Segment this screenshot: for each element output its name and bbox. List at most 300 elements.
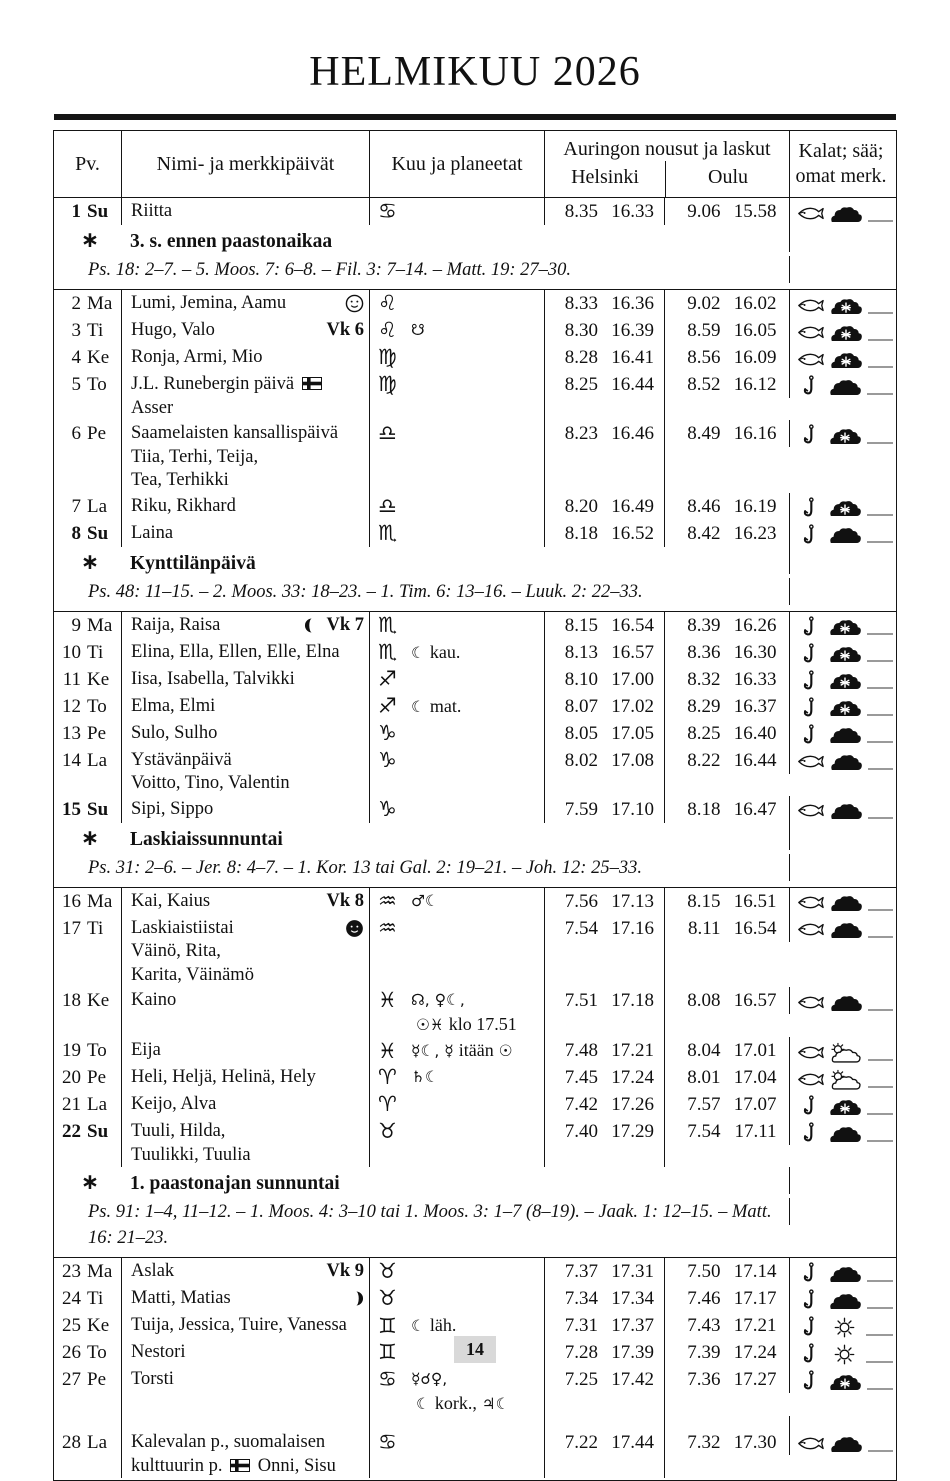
scripture-references: Ps. 18: 2–7. – 5. Moos. 7: 6–8. – Fil. 3: 7–14. – Matt. 19: 27–30. — [88, 260, 572, 280]
day-number: 8 — [71, 522, 81, 544]
oulu-times — [664, 987, 789, 1037]
fishhook-icon — [797, 1262, 823, 1284]
oulu-times — [664, 720, 789, 747]
note-text: ☉ — [493, 1042, 513, 1060]
date-cell — [54, 290, 121, 317]
fishhook-icon — [797, 524, 823, 546]
header-notes — [789, 131, 892, 197]
own-marks-line — [868, 1044, 893, 1061]
sun-icon — [828, 1317, 862, 1338]
oulu-times — [664, 1258, 789, 1285]
sunrise-time: 7.46 — [687, 1288, 721, 1309]
name-day-text: Elma, Elmi — [131, 695, 216, 716]
notes-cell — [789, 747, 893, 774]
sun-cloud-icon — [829, 1069, 863, 1090]
feast-title: 3. s. ennen paastonaikaa — [130, 231, 333, 252]
zodiac-taurus-icon: ♉ — [378, 1259, 397, 1283]
zodiac-gemini-icon: ♊ — [378, 1313, 397, 1338]
sunrise-time: 7.25 — [564, 1369, 598, 1390]
sunset-time: 16.54 — [611, 614, 654, 636]
own-marks-line — [868, 994, 893, 1011]
sunset-time: 17.21 — [733, 1315, 777, 1336]
notes-cell — [789, 317, 893, 344]
planet-note — [411, 989, 465, 1013]
sun-cloud-icon — [829, 1042, 863, 1063]
own-marks-line — [867, 1125, 893, 1142]
day-number: 13 — [62, 722, 81, 744]
name-day-text: Laina — [131, 522, 174, 543]
sunrise-time: 8.23 — [564, 423, 598, 444]
sunset-time: 17.14 — [733, 1261, 777, 1282]
name-line — [131, 373, 366, 397]
helsinki-times — [544, 1064, 664, 1091]
name-day-text: Kai, Kaius — [131, 890, 211, 911]
sunset-time: 16.05 — [733, 320, 777, 341]
names-cell — [121, 666, 369, 693]
moon-cell — [369, 1091, 544, 1118]
cloud-icon — [829, 1434, 863, 1453]
sunrise-time: 8.28 — [564, 347, 598, 368]
fishhook-icon — [797, 424, 823, 446]
sunrise-time: 7.39 — [687, 1342, 721, 1363]
helsinki-times — [544, 612, 664, 639]
sunrise-time: 8.15 — [687, 890, 721, 912]
planet-note — [411, 1314, 456, 1339]
date-cell — [54, 1366, 121, 1416]
own-marks-line — [868, 1071, 893, 1088]
weekday-abbrev: To — [87, 1342, 107, 1363]
note-text: ☋ — [411, 321, 425, 339]
zodiac-capricorn-icon: ♑ — [378, 796, 397, 821]
own-marks-line — [867, 726, 893, 743]
day-number: 17 — [62, 917, 81, 939]
sunset-time: 17.04 — [733, 1067, 777, 1088]
moon-cell — [369, 290, 544, 317]
planet-note — [411, 641, 460, 666]
sunset-time: 16.57 — [733, 990, 777, 1011]
date-cell — [54, 1285, 121, 1312]
notes-cell-empty — [789, 578, 893, 605]
note-text: läh. — [429, 1315, 457, 1335]
day-number: 12 — [62, 695, 81, 717]
header-notes-line2: omat merk. — [795, 165, 887, 187]
week-number: Vk 8 — [326, 890, 364, 911]
sunset-time: 17.42 — [611, 1369, 654, 1390]
names-cell — [121, 888, 369, 915]
weekday-abbrev: La — [87, 1094, 108, 1115]
name-day-text: Aslak — [131, 1261, 175, 1281]
sunrise-time: 8.42 — [687, 522, 721, 544]
helsinki-times — [544, 1118, 664, 1167]
feast-cell — [54, 823, 789, 854]
note-text: ☿☌♀, — [411, 1370, 448, 1388]
helsinki-times — [544, 987, 664, 1037]
sunset-time: 16.33 — [733, 668, 777, 690]
names-cell — [121, 198, 369, 225]
note-text: ☾ — [411, 643, 430, 662]
weekday-abbrev: To — [87, 695, 107, 717]
names-cell — [121, 747, 369, 796]
moon-cell — [369, 666, 544, 693]
names-cell — [121, 915, 369, 988]
sunrise-time: 9.06 — [687, 201, 721, 222]
cloud-icon — [828, 725, 862, 744]
sunset-time: 16.30 — [733, 641, 777, 663]
names-cell — [121, 520, 369, 547]
sunrise-time: 7.32 — [687, 1432, 721, 1453]
oulu-times — [664, 693, 789, 720]
sunrise-time: 8.46 — [687, 495, 721, 517]
sunrise-time: 7.50 — [687, 1261, 721, 1282]
weekday-abbrev: Ma — [87, 890, 113, 912]
sunrise-time: 9.02 — [687, 293, 721, 314]
sunset-time: 15.58 — [733, 201, 777, 222]
snow-cloud-icon — [828, 1372, 862, 1391]
sunrise-time: 8.30 — [564, 320, 598, 341]
weekday-abbrev: Su — [87, 522, 109, 544]
sunset-time: 17.30 — [733, 1432, 777, 1453]
notes-cell — [789, 1118, 893, 1145]
sunset-time: 17.29 — [611, 1121, 654, 1142]
name-line — [131, 695, 366, 719]
names-cell — [121, 1366, 369, 1416]
helsinki-times — [544, 639, 664, 666]
name-day-text: Laskiaistiistai — [131, 917, 234, 938]
sunrise-time: 8.11 — [687, 917, 721, 939]
row-marker — [304, 614, 364, 638]
name-day-text: Ronja, Armi, Mio — [131, 347, 263, 367]
notes-cell — [789, 612, 893, 639]
moon-cell — [369, 915, 544, 988]
fishhook-icon — [797, 1095, 823, 1117]
names-cell — [121, 290, 369, 317]
weekday-abbrev: Pe — [87, 1067, 106, 1088]
weekday-abbrev: Ke — [87, 668, 110, 690]
notes-cell — [789, 666, 893, 693]
sunrise-time: 8.25 — [687, 722, 721, 744]
zodiac-cancer-icon: ♋ — [378, 1367, 397, 1391]
zodiac-libra-icon: ♎ — [378, 421, 397, 445]
fish-icon — [797, 352, 824, 367]
helsinki-times — [544, 493, 664, 520]
moon-line — [378, 1368, 543, 1392]
sunrise-time: 7.59 — [564, 798, 598, 820]
notes-cell — [789, 720, 893, 747]
day-number: 24 — [62, 1288, 81, 1309]
oulu-times — [664, 1312, 789, 1339]
weekday-abbrev: Pe — [87, 1369, 106, 1390]
name-day-text: Nestori — [131, 1342, 186, 1362]
note-text: ☿☾, ☿ — [411, 1042, 459, 1060]
name-day-text: Asser — [131, 397, 174, 418]
moon-line — [378, 1120, 543, 1144]
fish-icon — [797, 298, 824, 313]
zodiac-capricorn-icon: ♑ — [378, 747, 397, 772]
notes-cell — [789, 1339, 893, 1366]
sunrise-time: 8.56 — [687, 347, 721, 368]
moon-line — [378, 522, 543, 546]
oulu-times — [664, 1091, 789, 1118]
sunrise-time: 7.54 — [564, 917, 598, 939]
sunrise-time: 8.22 — [687, 749, 721, 771]
snow-cloud-icon — [828, 617, 862, 636]
notes-cell — [789, 1416, 893, 1455]
own-marks-line — [867, 618, 893, 635]
sunrise-time: 7.37 — [564, 1261, 598, 1282]
moon-cell — [369, 1416, 544, 1478]
name-day-text: Heli, Heljä, Helinä, Hely — [131, 1067, 316, 1087]
zodiac-cancer-icon: ♋ — [378, 1430, 397, 1454]
notes-cell — [789, 639, 893, 666]
notes-cell — [789, 371, 893, 398]
own-marks-line — [868, 297, 893, 314]
sunset-time: 16.19 — [733, 495, 777, 517]
notes-cell — [789, 344, 893, 371]
fish-icon — [797, 922, 824, 937]
planet-note-2 — [378, 1392, 510, 1413]
weekday-abbrev: Ma — [87, 614, 113, 636]
header-helsinki: Helsinki — [571, 165, 639, 188]
helsinki-times — [544, 1366, 664, 1416]
sunrise-time: 8.20 — [564, 495, 598, 517]
sunrise-time: 7.42 — [564, 1094, 598, 1115]
moon-line — [378, 1287, 543, 1311]
sunrise-time: 8.29 — [687, 695, 721, 717]
name-day-text: Karita, Väinämö — [131, 964, 254, 985]
sunrise-time: 7.54 — [687, 1121, 721, 1142]
sunset-time: 17.24 — [611, 1067, 654, 1088]
sunset-time: 17.00 — [611, 668, 654, 690]
name-line — [131, 1287, 366, 1311]
helsinki-times — [544, 420, 664, 493]
own-marks-line — [867, 645, 893, 662]
sunset-time: 16.12 — [733, 374, 777, 395]
sunset-time: 16.26 — [733, 614, 777, 636]
planet-note-2 — [378, 1013, 517, 1034]
week-section-1 — [54, 198, 896, 289]
weekday-abbrev: La — [87, 1432, 108, 1453]
weekday-abbrev: Ma — [87, 293, 113, 314]
name-day-text: Iisa, Isabella, Talvikki — [131, 668, 295, 689]
almanac-body — [54, 198, 896, 1480]
note-text: ☾ — [411, 1317, 430, 1335]
sunrise-time: 7.31 — [564, 1315, 598, 1336]
name-day-text: Saamelaisten kansallispäivä — [131, 423, 339, 443]
note-text: kork., — [434, 1392, 477, 1413]
moon-line — [378, 1314, 543, 1339]
oulu-times — [664, 888, 789, 915]
names-cell — [121, 987, 369, 1037]
sunrise-time: 8.18 — [564, 522, 598, 544]
day-number: 5 — [71, 374, 81, 395]
oulu-times — [664, 1118, 789, 1167]
sunrise-time: 7.56 — [564, 890, 598, 912]
helsinki-times — [544, 888, 664, 915]
date-cell — [54, 1037, 121, 1064]
own-marks-line — [868, 351, 893, 368]
weekday-abbrev: La — [87, 749, 108, 771]
row-marker — [326, 319, 364, 343]
header-oulu: Oulu — [665, 161, 790, 197]
oulu-times — [664, 1366, 789, 1416]
sunrise-time: 7.45 — [564, 1067, 598, 1088]
oulu-times — [664, 344, 789, 371]
week-section-2 — [54, 289, 896, 611]
weekday-abbrev: To — [87, 374, 107, 395]
header-names: Nimi- ja merkkipäivät — [121, 131, 369, 197]
helsinki-times — [544, 666, 664, 693]
names-cell — [121, 1118, 369, 1167]
oulu-times — [664, 1416, 789, 1478]
sunset-time: 17.07 — [733, 1094, 777, 1115]
sunrise-time: 7.48 — [564, 1040, 598, 1061]
oulu-times — [664, 612, 789, 639]
name-day-text: Eija — [131, 1040, 161, 1060]
oulu-times — [664, 371, 789, 420]
moon-cell — [369, 1118, 544, 1167]
cloud-icon — [829, 920, 863, 939]
note-text: itään — [458, 1040, 494, 1060]
moon-line — [378, 1431, 543, 1455]
sunset-time: 16.33 — [611, 201, 654, 222]
note-text: ♂☾ — [411, 891, 439, 910]
name-day-text: Tuuli, Hilda, — [131, 1121, 226, 1141]
note-text: ☾ — [411, 697, 430, 716]
moon-line — [378, 1066, 543, 1090]
name-day-text: J.L. Runebergin päivä — [131, 373, 325, 397]
moon-line — [378, 641, 543, 666]
date-cell — [54, 1416, 121, 1478]
finnish-flag-icon — [302, 377, 322, 390]
header-moon: Kuu ja planeetat — [369, 131, 544, 197]
zodiac-aquarius-icon: ♒ — [378, 888, 397, 913]
zodiac-scorpio-icon: ♏ — [378, 520, 397, 545]
date-cell — [54, 198, 121, 225]
zodiac-scorpio-icon: ♏ — [378, 612, 397, 637]
name-day-text: Väinö, Rita, — [131, 941, 221, 961]
snow-cloud-icon — [828, 1097, 862, 1116]
weekday-abbrev: Su — [87, 798, 109, 820]
planet-note — [411, 1039, 513, 1064]
moon-line — [378, 319, 543, 343]
sunset-time: 16.23 — [733, 522, 777, 544]
helsinki-times — [544, 693, 664, 720]
moon-cell — [369, 796, 544, 823]
date-cell — [54, 371, 121, 420]
note-text: mat. — [429, 695, 462, 716]
names-cell — [121, 1312, 369, 1339]
zodiac-leo-icon: ♌ — [378, 318, 397, 342]
helsinki-times — [544, 1037, 664, 1064]
sunset-time: 17.01 — [733, 1040, 777, 1061]
name-line — [131, 641, 366, 665]
name-day-text: Kalevalan p., suomalaisen — [131, 1432, 326, 1452]
oulu-times — [664, 493, 789, 520]
cloud-icon — [829, 752, 863, 771]
sunset-time: 16.49 — [611, 495, 654, 517]
name-line — [131, 1260, 366, 1284]
moon-line — [378, 890, 543, 914]
weekday-abbrev: Ke — [87, 347, 110, 368]
zodiac-aries-icon: ♈ — [378, 1092, 397, 1116]
names-cell — [121, 344, 369, 371]
moon-line — [378, 722, 543, 746]
date-cell — [54, 639, 121, 666]
day-number: 26 — [62, 1342, 81, 1363]
sunset-time: 16.52 — [611, 522, 654, 544]
sunset-time: 16.47 — [733, 798, 777, 820]
zodiac-libra-icon: ♎ — [378, 493, 397, 518]
name-line — [131, 940, 366, 964]
sunrise-time: 8.52 — [687, 374, 721, 395]
notes-cell-empty — [789, 1198, 893, 1225]
notes-cell — [789, 520, 893, 547]
snow-cloud-icon — [828, 644, 862, 663]
last-quarter-moon-icon — [304, 616, 320, 635]
table-header — [54, 131, 896, 198]
header-sun — [544, 131, 789, 197]
oulu-times — [664, 520, 789, 547]
fishhook-icon — [797, 1316, 823, 1338]
feast-asterisk-icon: ∗ — [80, 228, 100, 253]
sunset-time: 17.21 — [611, 1040, 654, 1061]
cloud-icon — [828, 377, 862, 396]
date-cell — [54, 666, 121, 693]
moon-cell — [369, 1366, 544, 1416]
notes-cell-empty — [789, 225, 893, 252]
sunset-time: 17.26 — [611, 1094, 654, 1115]
sunset-time: 16.44 — [611, 374, 654, 395]
header-sun-title: Auringon nousut ja laskut — [563, 138, 771, 160]
sunset-time: 17.10 — [611, 798, 654, 820]
sunrise-time: 8.49 — [687, 423, 721, 444]
helsinki-times — [544, 720, 664, 747]
sunrise-time: 8.25 — [564, 374, 598, 395]
moon-line — [378, 695, 543, 720]
oulu-times — [664, 915, 789, 988]
weekday-abbrev: Ti — [87, 320, 104, 341]
own-marks-line — [867, 699, 893, 716]
notes-cell-empty — [789, 823, 893, 850]
name-day-text: Keijo, Alva — [131, 1094, 217, 1114]
fishhook-icon — [797, 1122, 823, 1144]
fishhook-icon — [797, 643, 823, 665]
fishhook-icon — [797, 724, 823, 746]
row-marker — [326, 890, 364, 914]
sunrise-time: 7.57 — [687, 1094, 721, 1115]
sunset-time: 17.17 — [733, 1288, 777, 1309]
day-number: 14 — [62, 749, 81, 771]
sunset-time: 17.16 — [611, 917, 654, 939]
zodiac-virgo-icon: ♍ — [378, 372, 397, 396]
date-cell — [54, 987, 121, 1037]
row-marker — [345, 919, 364, 938]
moon-line — [378, 200, 543, 224]
name-line — [131, 495, 366, 519]
weekday-abbrev: Ti — [87, 641, 104, 663]
fishhook-icon — [797, 1343, 823, 1365]
day-number: 7 — [71, 495, 81, 517]
day-number: 6 — [71, 423, 81, 444]
header-date: Pv. — [75, 152, 100, 175]
names-cell — [121, 693, 369, 720]
planet-note — [411, 1368, 447, 1392]
day-number: 2 — [71, 293, 81, 314]
fish-icon — [797, 754, 824, 769]
sunset-time: 16.57 — [611, 641, 654, 663]
name-line — [131, 917, 366, 941]
weekday-abbrev: Ma — [87, 1261, 113, 1282]
